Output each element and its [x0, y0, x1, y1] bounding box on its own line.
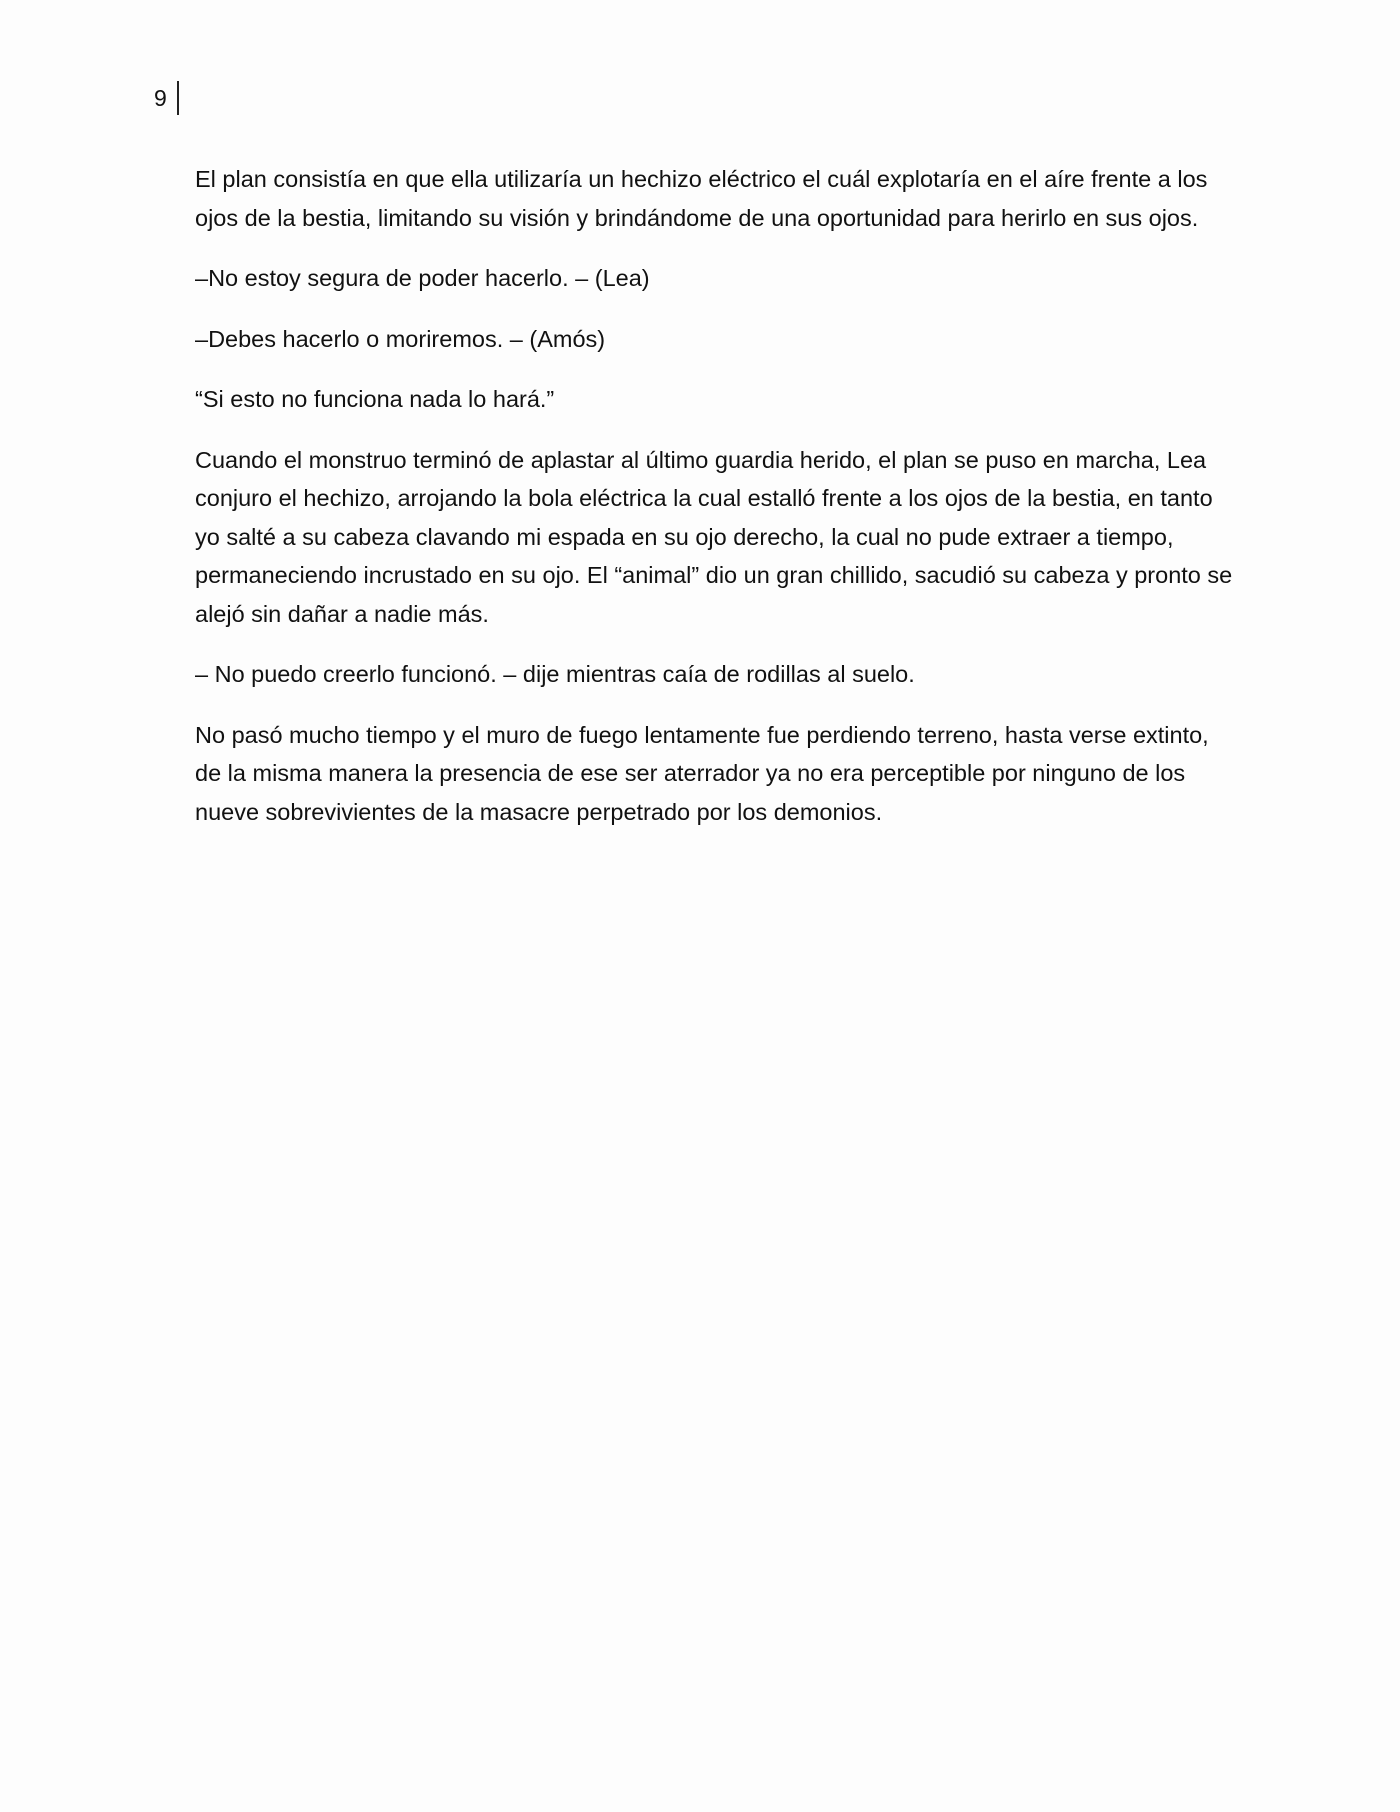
paragraph-plan: El plan consistía en que ella utilizaría un hechizo eléctrico el cuál explotaría en el aíre frente a los ojos de la bestia, limitando su visión y brindándome de una oportunidad para herirlo en sus ojos.: [195, 166, 1208, 231]
page-body: [195, 160, 1235, 853]
dialogue-amos: –Debes hacerlo o moriremos. – (Amós): [195, 325, 606, 352]
inner-thought: “Si esto no funciona nada lo hará.”: [195, 386, 555, 412]
dialogue-lea: –No estoy segura de poder hacerlo. – (Lea): [195, 265, 650, 291]
page-header: [154, 80, 179, 116]
paragraph-attack: Cuando el monstruo terminó de aplastar al último guardia herido, el plan se puso en marcha, Lea conjuro el hechizo, arrojando la bola eléctrica la cual estalló frente a los ojos de la bestia, en tanto yo salté a su cabeza clavando mi espada en su ojo derecho, la cual no pude extraer a tiempo, permaneciendo incrustado en su ojo. El “animal” dio un gran chillido, sacudió su cabeza y pronto se alejó sin dañar a nadie más.: [195, 446, 1233, 627]
paragraph-aftermath: No pasó mucho tiempo y el muro de fuego lentamente fue perdiendo terreno, hasta verse extinto, de la misma manera la presencia de ese ser aterrador ya no era perceptible por ninguno de los nueve sobrevivientes de la masacre perpetrado por los demonios.: [195, 721, 1209, 825]
header-divider: [177, 81, 179, 115]
page-number: 9: [154, 85, 167, 111]
dialogue-narrator: – No puedo creerlo funcionó. – dije mientras caía de rodillas al suelo.: [195, 661, 915, 687]
